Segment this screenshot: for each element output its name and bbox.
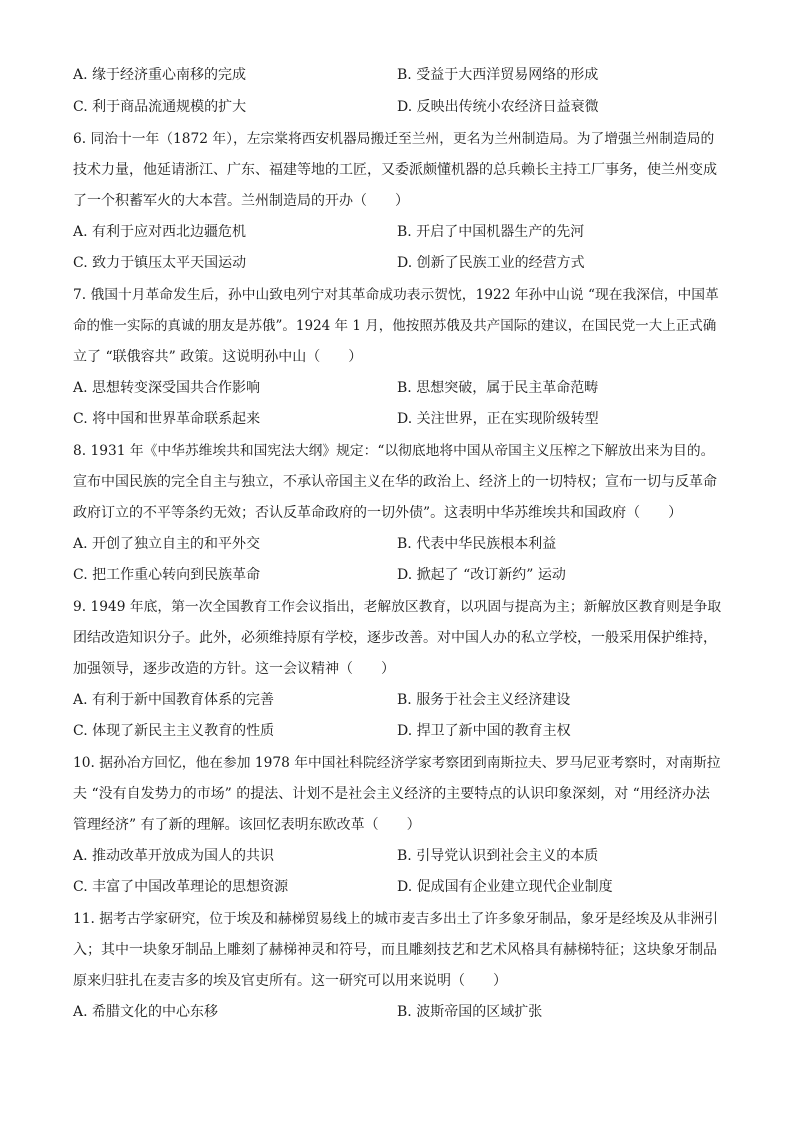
q5-option-c: C. 利于商品流通规模的扩大 [73, 99, 247, 115]
q8-option-b: B. 代表中华民族根本利益 [397, 536, 557, 552]
q11-option-b: B. 波斯帝国的区域扩张 [397, 1004, 543, 1020]
q7-stem-line-1: 7. 俄国十月革命发生后，孙中山致电列宁对其革命成功表示贺忱，1922 年孙中山说 “现在我深信，中国革 [73, 287, 719, 303]
q11-stem-line-2: 入；其中一块象牙制品上雕刻了赫梯神灵和符号，而且雕刻技艺和艺术风格具有赫梯特征；这块象牙制品 [73, 942, 717, 958]
q7-stem-line-2: 命的惟一实际的真诚的朋友是苏俄”。1924 年 1 月，他按照苏俄及共产国际的建议，在国民党一大上正式确 [73, 318, 717, 334]
q10-stem-line-3: 管理经济” 有了新的理解。该回忆表明东欧改革（ ） [73, 817, 421, 833]
q5-option-b: B. 受益于大西洋贸易网络的形成 [397, 67, 599, 83]
q11-stem-line-3: 原来归驻扎在麦吉多的埃及官吏所有。这一研究可以用来说明（ ） [73, 973, 507, 989]
q8-stem-line-2: 宣布中国民族的完全自主与独立，不承认帝国主义在华的政治上、经济上的一切特权；宣布一切与反革命 [73, 474, 717, 490]
q8-option-c: C. 把工作重心转向到民族革命 [73, 567, 261, 583]
q11-option-a: A. 希腊文化的中心东移 [73, 1004, 219, 1020]
q7-option-d: D. 关注世界，正在实现阶级转型 [397, 411, 599, 427]
q8-stem-line-1: 8. 1931 年《中华苏维埃共和国宪法大纲》规定：“以彻底地将中国从帝国主义压榨之下解放出来为目的。 [73, 443, 715, 459]
q8-option-d: D. 掀起了 “改订新约” 运动 [397, 567, 566, 583]
q6-option-c: C. 致力于镇压太平天国运动 [73, 255, 247, 271]
q9-stem-line-1: 9. 1949 年底，第一次全国教育工作会议指出，老解放区教育，以巩固与提高为主；新解放区教育则是争取 [73, 599, 722, 615]
q6-stem-line-3: 了一个积蓄军火的大本营。兰州制造局的开办（ ） [73, 193, 409, 209]
q10-option-d: D. 促成国有企业建立现代企业制度 [397, 879, 613, 895]
q5-option-d: D. 反映出传统小农经济日益衰微 [397, 99, 599, 115]
q7-option-b: B. 思想突破，属于民主革命范畴 [397, 380, 599, 396]
q9-option-b: B. 服务于社会主义经济建设 [397, 692, 571, 708]
q9-option-a: A. 有利于新中国教育体系的完善 [73, 692, 275, 708]
q11-stem-line-1: 11. 据考古学家研究，位于埃及和赫梯贸易线上的城市麦吉多出土了许多象牙制品，象牙是经埃及从非洲引 [73, 911, 718, 927]
q10-option-b: B. 引导党认识到社会主义的本质 [397, 848, 599, 864]
q7-stem-line-3: 立了 “联俄容共” 政策。这说明孙中山（ ） [73, 349, 363, 365]
q6-option-d: D. 创新了民族工业的经营方式 [397, 255, 585, 271]
q10-stem-line-1: 10. 据孙冶方回忆，他在参加 1978 年中国社科院经济学家考察团到南斯拉夫、罗马尼亚考察时，对南斯拉 [73, 755, 721, 771]
q10-option-a: A. 推动改革开放成为国人的共识 [73, 848, 275, 864]
q5-option-a: A. 缘于经济重心南移的完成 [73, 67, 247, 83]
q7-option-c: C. 将中国和世界革命联系起来 [73, 411, 261, 427]
q9-option-d: D. 捍卫了新中国的教育主权 [397, 723, 571, 739]
q9-stem-line-2: 团结改造知识分子。此外，必须维持原有学校，逐步改善。对中国人办的私立学校，一般采用保护维持， [73, 630, 717, 646]
q6-option-b: B. 开启了中国机器生产的先河 [397, 224, 585, 240]
q7-option-a: A. 思想转变深受国共合作影响 [73, 380, 261, 396]
q10-option-c: C. 丰富了中国改革理论的思想资源 [73, 879, 289, 895]
q8-stem-line-3: 政府订立的不平等条约无效；否认反革命政府的一切外债”。这表明中华苏维埃共和国政府（ ） [73, 505, 683, 521]
q9-stem-line-3: 加强领导，逐步改造的方针。这一会议精神（ ） [73, 661, 395, 677]
q6-stem-line-2: 技术力量，他延请浙江、广东、福建等地的工匠，又委派颇懂机器的总兵赖长主持工厂事务，使兰州变成 [73, 162, 717, 178]
q10-stem-line-2: 夫 “没有自发势力的市场” 的提法、计划不是社会主义经济的主要特点的认识印象深刻，对 “用经济办法 [73, 786, 710, 802]
q6-stem-line-1: 6. 同治十一年（1872 年），左宗棠将西安机器局搬迁至兰州，更名为兰州制造局。为了增强兰州制造局的 [73, 131, 715, 147]
q8-option-a: A. 开创了独立自主的和平外交 [73, 536, 261, 552]
q6-option-a: A. 有利于应对西北边疆危机 [73, 224, 247, 240]
q9-option-c: C. 体现了新民主主义教育的性质 [73, 723, 275, 739]
